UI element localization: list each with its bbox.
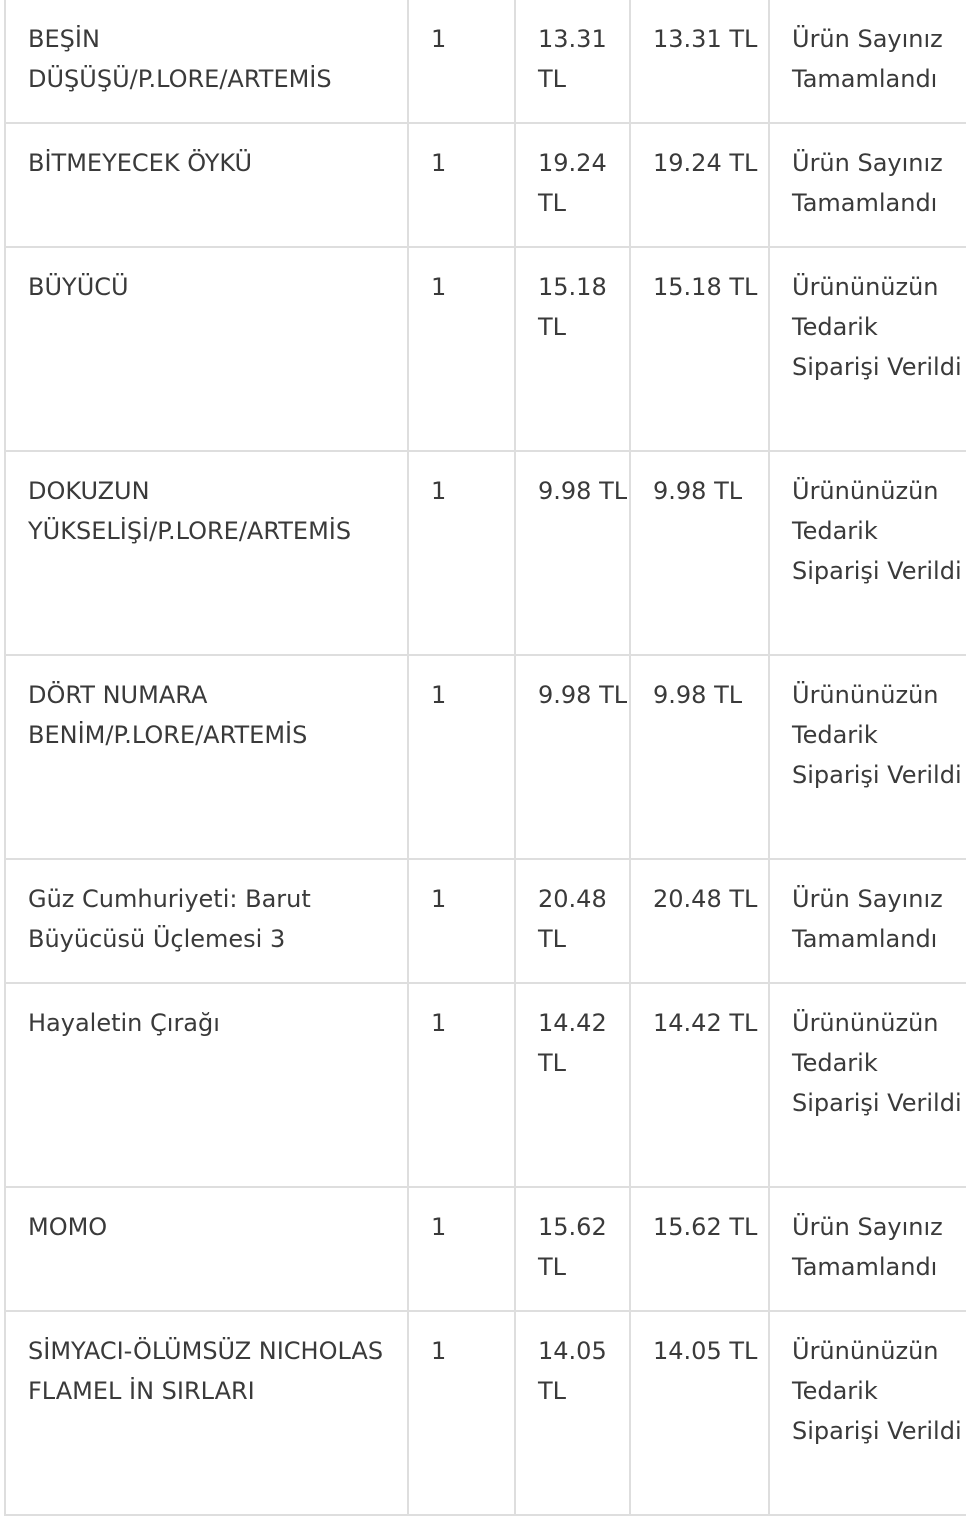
quantity-cell: 1 xyxy=(408,123,515,247)
table-row xyxy=(5,123,966,247)
unit-price-cell: 15.18 TL xyxy=(515,247,630,451)
status-cell: Ürününüzün Tedarik Siparişi Verildi xyxy=(769,247,966,451)
total-price-cell: 13.31 TL xyxy=(630,0,769,123)
total-price-cell: 19.24 TL xyxy=(630,123,769,247)
unit-price-cell: 9.98 TL xyxy=(515,655,630,859)
quantity-cell: 1 xyxy=(408,655,515,859)
product-name-cell: SİMYACI-ÖLÜMSÜZ NICHOLAS FLAMEL İN SIRLARI xyxy=(5,1311,408,1515)
total-price-cell: 15.18 TL xyxy=(630,247,769,451)
quantity-cell: 1 xyxy=(408,1311,515,1515)
table-row xyxy=(5,1311,966,1515)
status-cell: Ürün Sayınız Tamamlandı xyxy=(769,123,966,247)
quantity-cell: 1 xyxy=(408,451,515,655)
table-row xyxy=(5,0,966,123)
quantity-cell: 1 xyxy=(408,0,515,123)
total-price-cell: 20.48 TL xyxy=(630,859,769,983)
table-row xyxy=(5,1187,966,1311)
unit-price-cell: 15.62 TL xyxy=(515,1187,630,1311)
total-price-cell: 14.05 TL xyxy=(630,1311,769,1515)
status-cell: Ürününüzün Tedarik Siparişi Verildi xyxy=(769,655,966,859)
unit-price-cell: 9.98 TL xyxy=(515,451,630,655)
unit-price-cell: 20.48 TL xyxy=(515,859,630,983)
status-cell: Ürün Sayınız Tamamlandı xyxy=(769,1187,966,1311)
quantity-cell: 1 xyxy=(408,1187,515,1311)
product-name-cell: Hayaletin Çırağı xyxy=(5,983,408,1187)
unit-price-cell: 14.42 TL xyxy=(515,983,630,1187)
quantity-cell: 1 xyxy=(408,859,515,983)
quantity-cell: 1 xyxy=(408,983,515,1187)
product-name-cell: BİTMEYECEK ÖYKÜ xyxy=(5,123,408,247)
quantity-cell: 1 xyxy=(408,247,515,451)
status-cell: Ürün Sayınız Tamamlandı xyxy=(769,859,966,983)
unit-price-cell: 13.31 TL xyxy=(515,0,630,123)
table-row xyxy=(5,983,966,1187)
table-row xyxy=(5,655,966,859)
total-price-cell: 9.98 TL xyxy=(630,655,769,859)
total-price-cell: 14.42 TL xyxy=(630,983,769,1187)
unit-price-cell: 14.05 TL xyxy=(515,1311,630,1515)
total-price-cell: 9.98 TL xyxy=(630,451,769,655)
status-cell: Ürününüzün Tedarik Siparişi Verildi xyxy=(769,451,966,655)
table-row xyxy=(5,247,966,451)
product-name-cell: Güz Cumhuriyeti: Barut Büyücüsü Üçlemesi 3 xyxy=(5,859,408,983)
product-name-cell: DÖRT NUMARA BENİM/P.LORE/ARTEMİS xyxy=(5,655,408,859)
unit-price-cell: 19.24 TL xyxy=(515,123,630,247)
status-cell: Ürün Sayınız Tamamlandı xyxy=(769,0,966,123)
status-cell: Ürününüzün Tedarik Siparişi Verildi xyxy=(769,1311,966,1515)
total-price-cell: 15.62 TL xyxy=(630,1187,769,1311)
product-name-cell: BÜYÜCÜ xyxy=(5,247,408,451)
product-name-cell: BEŞİN DÜŞÜŞÜ/P.LORE/ARTEMİS xyxy=(5,0,408,123)
product-name-cell: MOMO xyxy=(5,1187,408,1311)
product-name-cell: DOKUZUN YÜKSELİŞİ/P.LORE/ARTEMİS xyxy=(5,451,408,655)
table-row xyxy=(5,451,966,655)
status-cell: Ürününüzün Tedarik Siparişi Verildi xyxy=(769,983,966,1187)
table-row xyxy=(5,859,966,983)
order-items-table xyxy=(4,0,966,1516)
